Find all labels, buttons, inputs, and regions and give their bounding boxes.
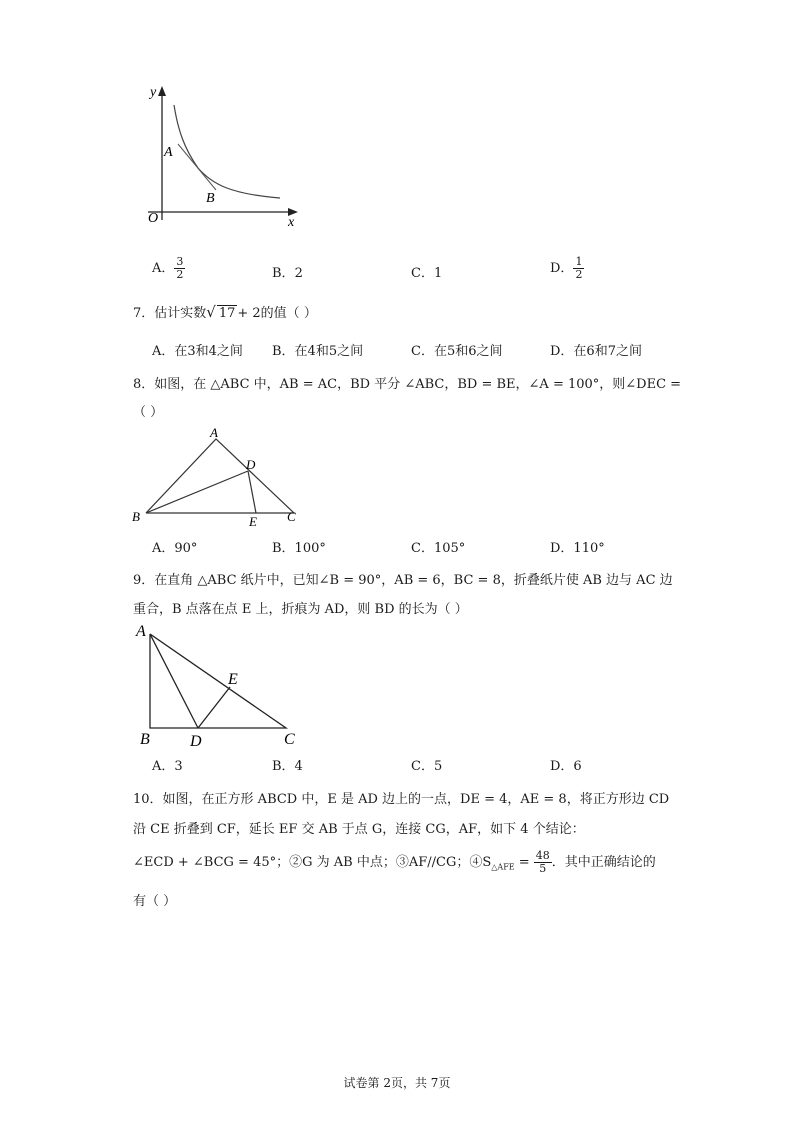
q6-option-d[interactable]: D． $\frac{1}{2}$	[550, 255, 583, 281]
hyperbola-curve	[174, 105, 280, 198]
label-y: y	[150, 85, 157, 100]
q7-option-b[interactable]: B．在4和5之间	[272, 344, 364, 359]
q8-stem-line2: （ ）	[133, 405, 164, 420]
chord-ab	[178, 144, 216, 190]
segment-de	[198, 687, 230, 728]
q9-stem-line2: 重合，B 点落在点 E 上，折痕为 AD，则 BD 的长为（ ）	[133, 602, 468, 617]
q10-stem-line3: ∠ECD + ∠BCG = 45°；②G 为 AB 中点；③AF//CG；$④S_{\triangle AFE}$ = $\frac{48}{5}$ ．其中正确结论的	[133, 849, 656, 875]
q6-graph	[138, 80, 308, 230]
q8-option-a[interactable]: A．90°	[152, 541, 198, 556]
right-triangle-abc	[150, 634, 286, 728]
q9-option-c[interactable]: C．5	[411, 759, 443, 774]
q7-option-a[interactable]: A．在3和4之间	[152, 344, 243, 359]
q8-option-d[interactable]: D．110°	[550, 541, 605, 556]
q9-option-a[interactable]: A．3	[152, 759, 183, 774]
q8-option-c[interactable]: C．105°	[411, 541, 466, 556]
q6-option-c[interactable]: C．1	[411, 266, 443, 281]
q9-option-d[interactable]: D．6	[550, 759, 582, 774]
q9-label-c: C	[284, 731, 295, 748]
q8-stem-line1: 8．如图，在 △ABC 中，AB = AC，BD 平分 ∠ABC，BD = BE，∠A = 100°，则∠DEC =	[133, 377, 682, 392]
q9-label-e: E	[228, 671, 238, 688]
label-x: x	[288, 215, 295, 230]
q9-label-d: D	[190, 733, 202, 750]
q7-option-d[interactable]: D．在6和7之间	[550, 344, 642, 359]
q8-label-d: D	[246, 457, 256, 472]
q6-option-b[interactable]: B．2	[272, 266, 303, 281]
q8-label-b: B	[132, 509, 140, 524]
fold-ad	[150, 634, 198, 728]
label-origin: O	[148, 211, 159, 226]
label-b: B	[206, 191, 215, 206]
q7-option-c[interactable]: C．在5和6之间	[411, 344, 503, 359]
q10-stem-line4: 有（ ）	[133, 894, 177, 909]
segment-de	[248, 471, 256, 513]
q9-label-a: A	[136, 623, 146, 640]
q9-figure	[130, 620, 310, 750]
label-a: A	[164, 145, 173, 160]
q8-label-e: E	[249, 514, 257, 529]
y-axis-arrow	[158, 86, 166, 96]
page-footer: 试卷第 2页，共 7页	[343, 1076, 451, 1090]
q6-option-a[interactable]: A． $\frac{3}{2}$	[152, 255, 184, 281]
q7-stem: 7．估计实数√ 17 + 2的值（ ）	[133, 303, 317, 321]
q8-figure	[128, 425, 308, 530]
q8-label-c: C	[287, 509, 296, 524]
q8-option-b[interactable]: B．100°	[272, 541, 326, 556]
q9-option-b[interactable]: B．4	[272, 759, 303, 774]
q10-stem-line2: 沿 CE 折叠到 CF，延长 EF 交 AB 于点 G，连接 CG，AF，如下 4 个结论：	[133, 822, 585, 837]
q8-label-a: A	[210, 425, 218, 440]
q9-stem-line1: 9．在直角 △ABC 纸片中，已知∠B = 90°，AB = 6，BC = 8，折叠纸片使 AB 边与 AC 边	[133, 573, 673, 588]
segment-bd	[146, 471, 248, 513]
q10-stem-line1: 10．如图，在正方形 ABCD 中，E 是 AD 边上的一点，DE = 4，AE = 8，将正方形边 CD	[133, 792, 670, 807]
triangle-abc	[146, 439, 294, 513]
q9-label-b: B	[140, 731, 150, 748]
